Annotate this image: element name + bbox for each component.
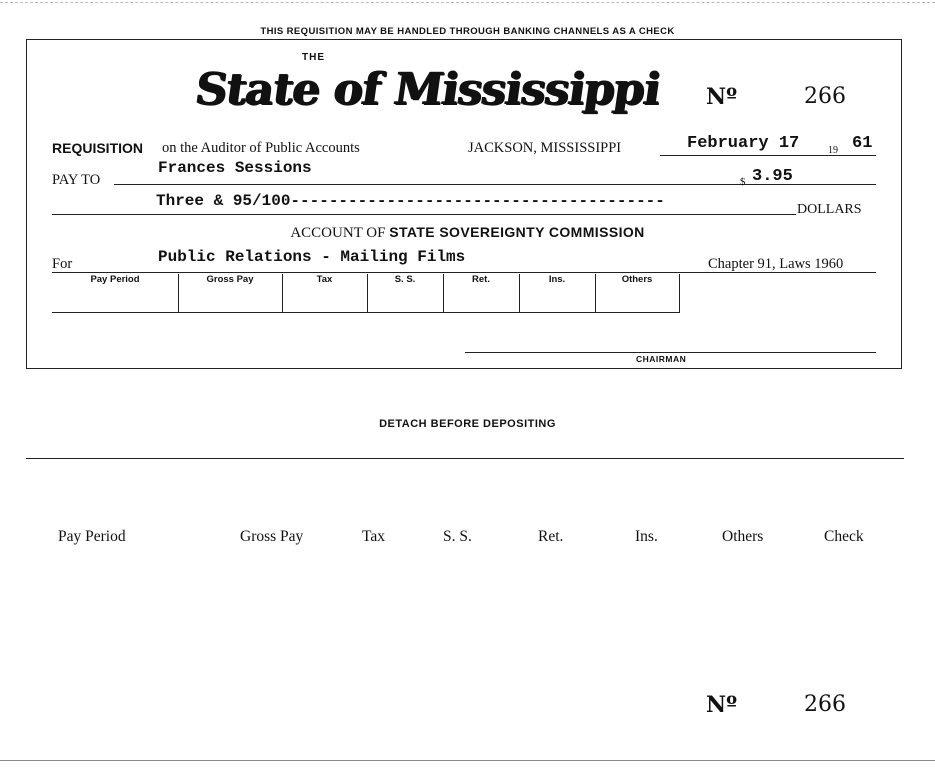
stub-header-ins: Ins. (635, 528, 658, 545)
amount-figures: 3.95 (752, 167, 793, 186)
banking-note: THIS REQUISITION MAY BE HANDLED THROUGH BANKING CHANNELS AS A CHECK (260, 26, 675, 37)
deduction-header-ins: Ins. (548, 274, 566, 285)
check-number-label: Nº (706, 84, 738, 110)
chapter-reference: Chapter 91, Laws 1960 (708, 256, 844, 272)
bottom-edge (0, 760, 935, 761)
stub-header-ss: S. S. (443, 528, 472, 545)
account-prefix: ACCOUNT OF (290, 225, 386, 241)
deduction-header-others: Others (621, 274, 653, 285)
date-month-day: February 17 (687, 134, 800, 153)
deduction-divider (679, 274, 680, 312)
deduction-divider (519, 274, 520, 312)
for-label: For (52, 256, 73, 272)
date-year: 61 (852, 134, 873, 153)
detach-line (26, 458, 904, 459)
pay-to-label: PAY TO (52, 172, 101, 188)
deduction-divider (595, 274, 596, 312)
stub-header-others: Others (722, 528, 764, 545)
deduction-header-tax: Tax (316, 274, 333, 285)
deduction-bottom-line (52, 312, 680, 313)
dollar-sign: $ (740, 176, 746, 188)
check-number: 266 (804, 84, 846, 109)
city-label: JACKSON, MISSISSIPPI (468, 140, 622, 156)
stub-header-check: Check (824, 528, 864, 545)
logo-the: THE (302, 52, 325, 63)
stub-header-ret: Ret. (538, 528, 564, 545)
deduction-header-pay-period: Pay Period (90, 274, 140, 285)
purpose-text: Public Relations - Mailing Films (158, 248, 466, 266)
logo-wordmark: State of Mississippi (192, 64, 664, 115)
signature-line (465, 352, 876, 353)
deduction-header-gross-pay: Gross Pay (206, 274, 254, 285)
date-year-prefix: 19 (828, 145, 838, 156)
top-perforation (0, 2, 935, 3)
deduction-divider (282, 274, 283, 312)
requisition-text: on the Auditor of Public Accounts (162, 140, 360, 156)
stub-header-tax: Tax (362, 528, 386, 545)
stub-header-gross-pay: Gross Pay (240, 528, 304, 545)
detach-notice: DETACH BEFORE DEPOSITING (379, 418, 556, 430)
payee-name: Frances Sessions (158, 159, 312, 177)
dollars-label: DOLLARS (797, 202, 862, 217)
stub-header-pay-period: Pay Period (58, 528, 126, 545)
deduction-header-ss: S. S. (394, 274, 416, 285)
account-line (0, 224, 935, 242)
deduction-divider (443, 274, 444, 312)
chairman-label: CHAIRMAN (636, 354, 687, 364)
state-logo (192, 50, 664, 125)
stub-number: 266 (804, 692, 846, 717)
amount-words: Three & 95/100--------------------------------------- (156, 192, 665, 210)
stub-number-label: Nº (706, 692, 738, 718)
requisition-label: REQUISITION (52, 140, 144, 156)
amount-words-line (52, 214, 796, 215)
deduction-divider (367, 274, 368, 312)
date-line (660, 155, 876, 156)
account-name: STATE SOVEREIGNTY COMMISSION (389, 224, 645, 240)
deduction-divider (178, 274, 179, 312)
deduction-header-ret: Ret. (472, 274, 490, 285)
